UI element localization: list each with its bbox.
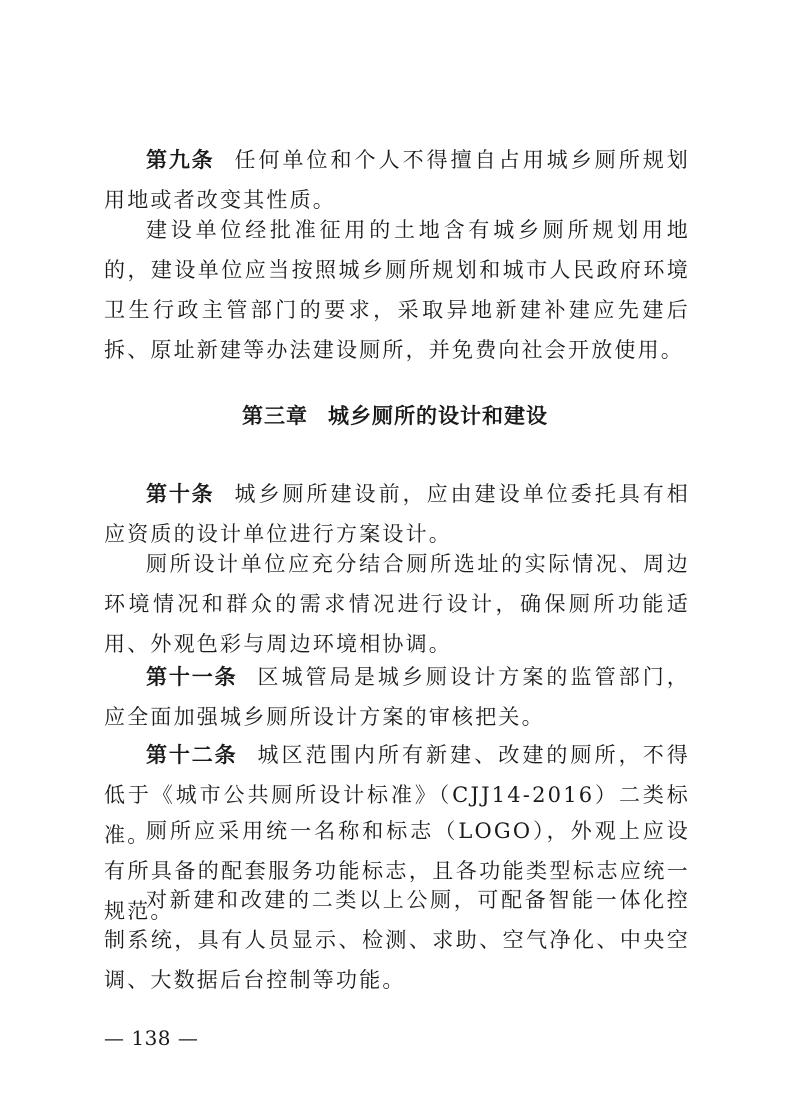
article-9-paragraph [104, 140, 690, 220]
chapter-heading [0, 400, 790, 430]
article-10-text: 城乡厕所建设前，应由建设单位委托具有相应资质的设计单位进行方案设计。 [104, 482, 690, 546]
article-12-text: 城区范围内所有新建、改建的厕所，不得低于《城市公共厕所设计标准》（CJJ14-2016）二类标准。 [104, 743, 691, 847]
article-9-label: 第九条 [146, 148, 215, 172]
article-9-text: 任何单位和个人不得擅自占用城乡厕所规划用地或者改变其性质。 [104, 148, 690, 212]
article-11-label: 第十一条 [146, 665, 238, 689]
article-10-label: 第十条 [146, 482, 215, 506]
article-11-paragraph [104, 657, 690, 737]
article-10-paragraph [104, 474, 690, 554]
article-9-paragraph-2: 建设单位经批准征用的土地含有城乡厕所规划用地的，建设单位应当按照城乡厕所规划和城市人民政府环境卫生行政主管部门的要求，采取异地新建补建应先建后拆、原址新建等办法建设厕所，并免费向社会开放使用。 [104, 218, 690, 362]
article-10-paragraph-2: 厕所设计单位应充分结合厕所选址的实际情况、周边环境情况和群众的需求情况进行设计，确保厕所功能适用、外观色彩与周边环境相协调。 [104, 552, 690, 656]
chapter-number: 第三章 [242, 404, 308, 428]
article-11-text: 区城管局是城乡厕设计方案的监管部门，应全面加强城乡厕所设计方案的审核把关。 [104, 665, 691, 729]
article-12-label: 第十二条 [146, 743, 238, 767]
article-12-paragraph-2: 厕所应采用统一名称和标志（LOGO），外观上应设有所具备的配套服务功能标志，且各功能类型标志应统一规范。 [104, 819, 690, 923]
page-number: — 138 — [104, 1026, 199, 1050]
chapter-title: 城乡厕所的设计和建设 [328, 404, 548, 428]
article-12-paragraph-3: 对新建和改建的二类以上公厕，可配备智能一体化控制系统，具有人员显示、检测、求助、空气净化、中央空调、大数据后台控制等功能。 [104, 888, 690, 992]
